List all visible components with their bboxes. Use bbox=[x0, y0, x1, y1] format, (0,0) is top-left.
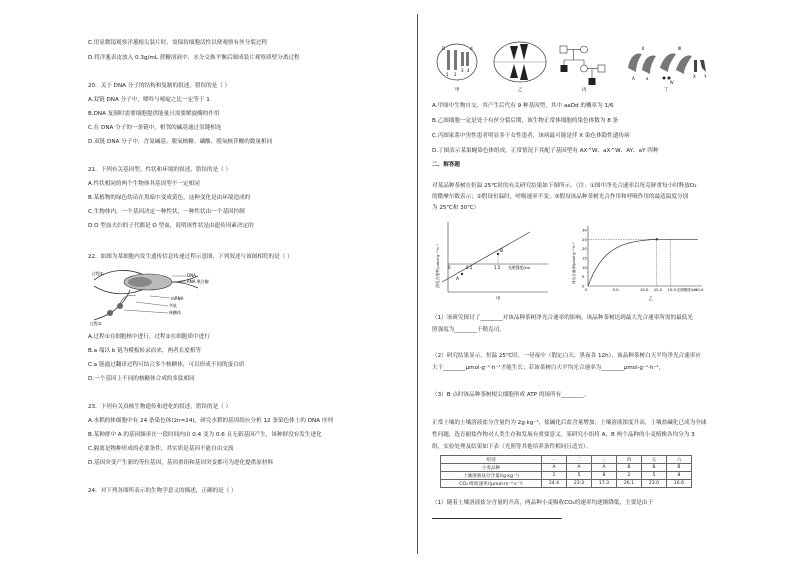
y-axis-label: 净光合速率/μmol·g⁻¹·h⁻¹ bbox=[572, 242, 576, 284]
label-d: d bbox=[470, 46, 473, 51]
label-ribosome: 核糖体 bbox=[169, 310, 181, 315]
label-4: 4 bbox=[467, 68, 470, 73]
q20-option-c: C.在 DNA 分子的一条链中，相邻的碱基通过氢键相连 bbox=[88, 125, 222, 131]
q25-intro-line-3: 为 25℃和 30℃） bbox=[432, 205, 480, 211]
y-axis-label: 净光合速率/μmol·g⁻¹·h⁻¹ bbox=[435, 243, 440, 288]
point-b-label: B bbox=[500, 249, 504, 254]
table-row bbox=[441, 456, 692, 464]
figure-bing bbox=[560, 46, 605, 93]
label-a: a bbox=[646, 76, 649, 81]
net-rate-curve bbox=[588, 239, 698, 286]
q26-intro-line-2: 性问题，选育耐盐作物对人类生存和发展有重要意义。某研究小组将 A、B 两个品种的小麦植株各均分为 3 bbox=[432, 432, 695, 438]
affected-son bbox=[589, 78, 596, 85]
caption-bing: 丙 bbox=[582, 88, 587, 93]
table-cell: B bbox=[642, 464, 667, 472]
chromosome-down-2 bbox=[520, 64, 528, 80]
label-line-peptide bbox=[136, 302, 168, 306]
x-tick-label: 10.0 bbox=[640, 287, 649, 292]
q25-sub1-line-1: （1）该研究探讨了________对该品种茶树净光合速率的影响，该品种茶树达到最大光合速率所需的最低光 bbox=[432, 315, 693, 321]
label-dna: DNA bbox=[187, 273, 196, 278]
table-cell: CO₂ 吸收速率/(μmol·m⁻²·s⁻¹) bbox=[441, 480, 542, 488]
q22-stem: 22．如图为某细胞内发生遗传信息传递过程示意图，下列叙述与该图相符的是（ ） bbox=[88, 254, 293, 260]
q21-option-b: B.某植物的绿色幼苗在黑暗中变成黄色，这种变化是由环境造成的 bbox=[88, 195, 251, 201]
label-roman-3: Ⅲ bbox=[678, 46, 681, 51]
table-cell: 一 bbox=[542, 456, 567, 464]
chromosome-down-1 bbox=[510, 64, 518, 78]
chromosome-ii-a bbox=[628, 54, 642, 72]
table-cell: 5 bbox=[567, 472, 592, 480]
table-cell: 26.1 bbox=[617, 480, 642, 488]
q26-data-table bbox=[440, 455, 692, 488]
caption-yi: 乙 bbox=[518, 88, 523, 93]
table-cell: A bbox=[542, 464, 567, 472]
q20-option-b: B.DNA 复制时需要细胞提供能量且需要解旋酶的作用 bbox=[88, 111, 220, 117]
x-axis-label: 光照强度/klx bbox=[676, 288, 698, 292]
q23-stem: 23．下列有关真核生物遗传和进化的叙述，错误的是（ ） bbox=[88, 404, 232, 410]
q20-stem: 20．关于 DNA 分子的结构和复制的叙述，错误的是（ ） bbox=[88, 83, 231, 89]
label-D: D bbox=[442, 46, 446, 51]
q21-option-d: D.O 型血夫妇的子代都是 O 型血，说明该性状是由遗传因素决定的 bbox=[88, 223, 254, 229]
table-cell: 2 bbox=[617, 472, 642, 480]
x-tick-label: 12.5 bbox=[653, 287, 663, 292]
x-tick-label: 15.0 bbox=[667, 287, 676, 292]
label-roman-2: Ⅱ bbox=[642, 46, 644, 51]
x-tick-0.5: 0.5 bbox=[466, 265, 473, 270]
q20-option-d: D.双链 DNA 分子中，含氮碱基、脱氧核糖、磷酸、脱氧核苷酸的数量相同 bbox=[88, 139, 273, 145]
q25-intro-line-1: 对某品种茶树在恒温 25℃时的有关研究结果如下图所示。（注：①图中净光合速率以每克鲜重每小时释放O₂ bbox=[432, 183, 697, 189]
chromosome-iii-a bbox=[660, 54, 676, 72]
enzyme-core bbox=[128, 277, 152, 287]
label-y: Y bbox=[704, 74, 707, 79]
chart-caption: 乙 bbox=[648, 297, 653, 302]
chromosome-ii-b bbox=[642, 56, 656, 74]
table-cell: 23.3 bbox=[567, 480, 592, 488]
chart-jia bbox=[434, 218, 552, 302]
section-heading: 二、解答题 bbox=[432, 162, 460, 168]
y-tick-label: 10 bbox=[582, 264, 587, 270]
q26-intro-line-3: 组，实验处理及结果如下表（光照等其他培养条件相同且适宜）。 bbox=[432, 444, 592, 450]
y-tick-label: 15 bbox=[582, 255, 587, 261]
x-tick-1.5: 1.5 bbox=[494, 265, 501, 270]
q22-transcription-figure bbox=[90, 266, 220, 326]
table-cell: 8 bbox=[667, 472, 692, 480]
label-process-1: 过程① bbox=[92, 271, 104, 276]
table-cell: 24.4 bbox=[542, 480, 567, 488]
chromosome-iv-a bbox=[663, 77, 666, 80]
q22-option-a: A.过程①在细胞核中进行，过程②在细胞质中进行 bbox=[88, 334, 210, 340]
q19-option-c: C.用显微镜观察洋葱根尖装片时，需保持细胞活性以便观察有丝分裂过程 bbox=[88, 40, 268, 46]
table-cell: 8 bbox=[592, 472, 617, 480]
chromosome-up-1 bbox=[510, 46, 518, 60]
table-cell: 17.3 bbox=[592, 480, 617, 488]
x-tick-label: 0 bbox=[585, 287, 588, 292]
q23-option-b: B.某种群中 A 的基因频率在一段时间内由 0.4 变为 0.6 且无新基因产生，该种群没有发生进化 bbox=[88, 432, 322, 438]
q25-sub1-line-2: 照强度为________千勒克司。 bbox=[432, 327, 505, 333]
table-cell: 六 bbox=[667, 456, 692, 464]
label-peptide: 多肽 bbox=[169, 303, 177, 308]
q24-option-b: B.乙图细胞一定是处于有丝分裂后期，该生物正常体细胞的染色体数为 8 条 bbox=[432, 118, 619, 124]
q25-sub3: （3）B 点时该品种茶树根尖细胞形成 ATP 的场所有________。 bbox=[432, 392, 590, 398]
male-1 bbox=[560, 46, 567, 53]
female-2 bbox=[581, 65, 588, 72]
mrna-strand bbox=[94, 290, 130, 320]
point-a bbox=[461, 273, 463, 275]
q22-option-b: B.a 端以 b 链为模板转录而来，两者长度相等 bbox=[88, 348, 202, 354]
y-tick-label: 30 bbox=[582, 227, 587, 233]
q23-option-c: C.隔离是物种形成的必要条件，其实质是基因不能自由交流 bbox=[88, 446, 234, 452]
q25-sub2-line-1: （2）研究结果显示，恒温 25℃时，一昼夜中（假定白天、黑夜各 12h），该品种茶树白天平均净光合速率应 bbox=[432, 353, 701, 359]
q24-stem: 24．对下列各图所表示的生物学意义的描述，正确的是（ ） bbox=[88, 488, 237, 494]
q21-option-a: A.性状相同的两个生物体其基因型不一定相同 bbox=[88, 181, 200, 187]
figure-yi bbox=[494, 42, 546, 93]
chart-yi bbox=[568, 218, 718, 302]
x-tick-label: 5.0 bbox=[612, 287, 619, 292]
y-tick-label: 5 bbox=[582, 274, 585, 280]
saturation-point bbox=[656, 238, 658, 240]
q21-stem: 21．下列有关基因型、性状和环境的叙述，错误的是（ ） bbox=[88, 167, 232, 173]
table-row bbox=[441, 480, 692, 488]
male-2 bbox=[598, 65, 605, 72]
chromosome-4 bbox=[466, 52, 469, 66]
q24-option-d: D.丁图表示某果蝇染色体组成，正常情况下其配子基因型有 AX^W、aX^W、AY、aY 四种 bbox=[432, 148, 659, 154]
q24-option-a: A.甲图中生物自交，其产生后代有 9 种基因型，其中 aaDd 的概率为 1/6 bbox=[432, 103, 614, 109]
label-roman-4: Ⅳ bbox=[670, 80, 674, 85]
ribosome-1 bbox=[117, 303, 123, 309]
table-cell: 二 bbox=[567, 456, 592, 464]
chromosome-up-2 bbox=[520, 44, 528, 60]
q25-intro-line-2: 的微摩尔数表示；②假设恒温时，呼吸速率不变；③假设该品种茶树光合作用和呼吸作用的最适温度分别 bbox=[432, 194, 689, 200]
q26-sub1: （1）随着土壤溶液盐分含量的升高，两品种小麦吸收CO₂的速率均逐渐降低，主要是由于 bbox=[432, 500, 654, 506]
label-1: 1 bbox=[446, 72, 449, 77]
figure-jia bbox=[437, 44, 477, 93]
caption-ding: 丁 bbox=[664, 88, 669, 93]
table-cell: A bbox=[567, 464, 592, 472]
y-tick-label: 20 bbox=[582, 246, 587, 252]
table-cell: 5 bbox=[642, 472, 667, 480]
q24-figures bbox=[432, 38, 772, 94]
table-cell: B bbox=[667, 464, 692, 472]
label-x: X bbox=[693, 74, 696, 79]
left-column bbox=[88, 0, 400, 562]
q20-option-a: A.双链 DNA 分子中，嘌呤与嘧啶之比一定等于 1 bbox=[88, 97, 210, 103]
q23-option-a: A.水稻的体细胞中有 24 条染色体(2n=24)，研究水稻的基因组应分析 12 条染色体上的 DNA 序列 bbox=[88, 418, 334, 424]
label-line-ribosome bbox=[124, 310, 168, 313]
x-axis-label: 光照强度/klx bbox=[508, 265, 530, 270]
table-cell: 土壤溶液盐分含量/(g·kg⁻¹) bbox=[441, 472, 542, 480]
table-cell: 五 bbox=[642, 456, 667, 464]
caption-jia: 甲 bbox=[455, 88, 460, 93]
chart-caption: 甲 bbox=[496, 297, 501, 302]
right-column bbox=[432, 0, 772, 562]
chromosome-2 bbox=[454, 50, 457, 70]
chromosome-y bbox=[700, 60, 706, 72]
label-rna-polymerase: RNA 聚合酶 bbox=[187, 279, 209, 284]
figure-ding bbox=[628, 46, 707, 93]
net-rate-line bbox=[442, 232, 530, 282]
q23-option-d: D.基因突变产生新的等位基因，基因重组和基因突变都可为进化提供原材料 bbox=[88, 460, 274, 466]
point-a-label: A bbox=[456, 277, 460, 282]
label-process-2: 过程② bbox=[90, 321, 102, 326]
chromosome-1 bbox=[447, 50, 450, 70]
answer-blank bbox=[432, 512, 562, 519]
point-b bbox=[497, 253, 499, 255]
table-cell: 组别 bbox=[441, 456, 542, 464]
label-3: 3 bbox=[461, 68, 464, 73]
table-cell: 小麦品种 bbox=[441, 464, 542, 472]
ribosome-2 bbox=[107, 310, 113, 316]
x-tick-label: 20.0 bbox=[695, 287, 704, 292]
q22-option-c: C.a 链通过翻译过程可结合多个核糖体，可以形成不同的蛋白质 bbox=[88, 362, 245, 368]
q21-option-c: C.生物体内，一个基因决定一种性状，一种性状由一个基因控制 bbox=[88, 209, 245, 215]
q26-intro-line-1: 正常土壤的土壤溶液盐分含量约为 2g·kg⁻¹，盐碱化后盐含量增加，土壤溶液浓度升高，土壤盐碱化已成为全球 bbox=[432, 420, 707, 426]
female-1 bbox=[581, 46, 588, 53]
label-mrna: mRNA bbox=[171, 296, 184, 301]
q19-option-d: D.将洋葱表皮放入 0.3g/mL 蔗糖溶液中，水分交换平衡后制成装片观察质壁分离过程 bbox=[88, 55, 300, 61]
table-cell: 四 bbox=[617, 456, 642, 464]
q25-sub2-line-2: 大于________μmol·g⁻¹·h⁻¹才能生长；若该茶树白天平均光合速率为________μmol·g⁻¹·h⁻¹， bbox=[432, 365, 665, 371]
table-row bbox=[441, 464, 692, 472]
x-tick-0: 0 bbox=[448, 265, 451, 270]
chromosome-3 bbox=[461, 52, 464, 66]
q24-option-c: C.丙图家系中男性患者明显多于女性患者，该病最可能是伴 X 染色体隐性遗传病 bbox=[432, 133, 630, 139]
table-cell: 2 bbox=[542, 472, 567, 480]
y-tick-label: 0 bbox=[582, 283, 585, 289]
table-cell: 三 bbox=[592, 456, 617, 464]
column-divider bbox=[417, 14, 418, 554]
y-tick-label: 25 bbox=[582, 236, 587, 242]
table-cell: 16.6 bbox=[667, 480, 692, 488]
table-cell: A bbox=[592, 464, 617, 472]
table-cell: 23.0 bbox=[642, 480, 667, 488]
label-A: A bbox=[632, 76, 635, 81]
label-2: 2 bbox=[454, 72, 457, 77]
label-line-mrna bbox=[150, 296, 170, 298]
chromosome-iii-b bbox=[676, 56, 692, 74]
q22-option-d: D.一个基因上不同的核糖体合成的多肽相同 bbox=[88, 376, 195, 382]
table-cell: B bbox=[617, 464, 642, 472]
affected-male bbox=[561, 65, 568, 72]
chromosome-x bbox=[694, 60, 697, 72]
table-row bbox=[441, 472, 692, 480]
